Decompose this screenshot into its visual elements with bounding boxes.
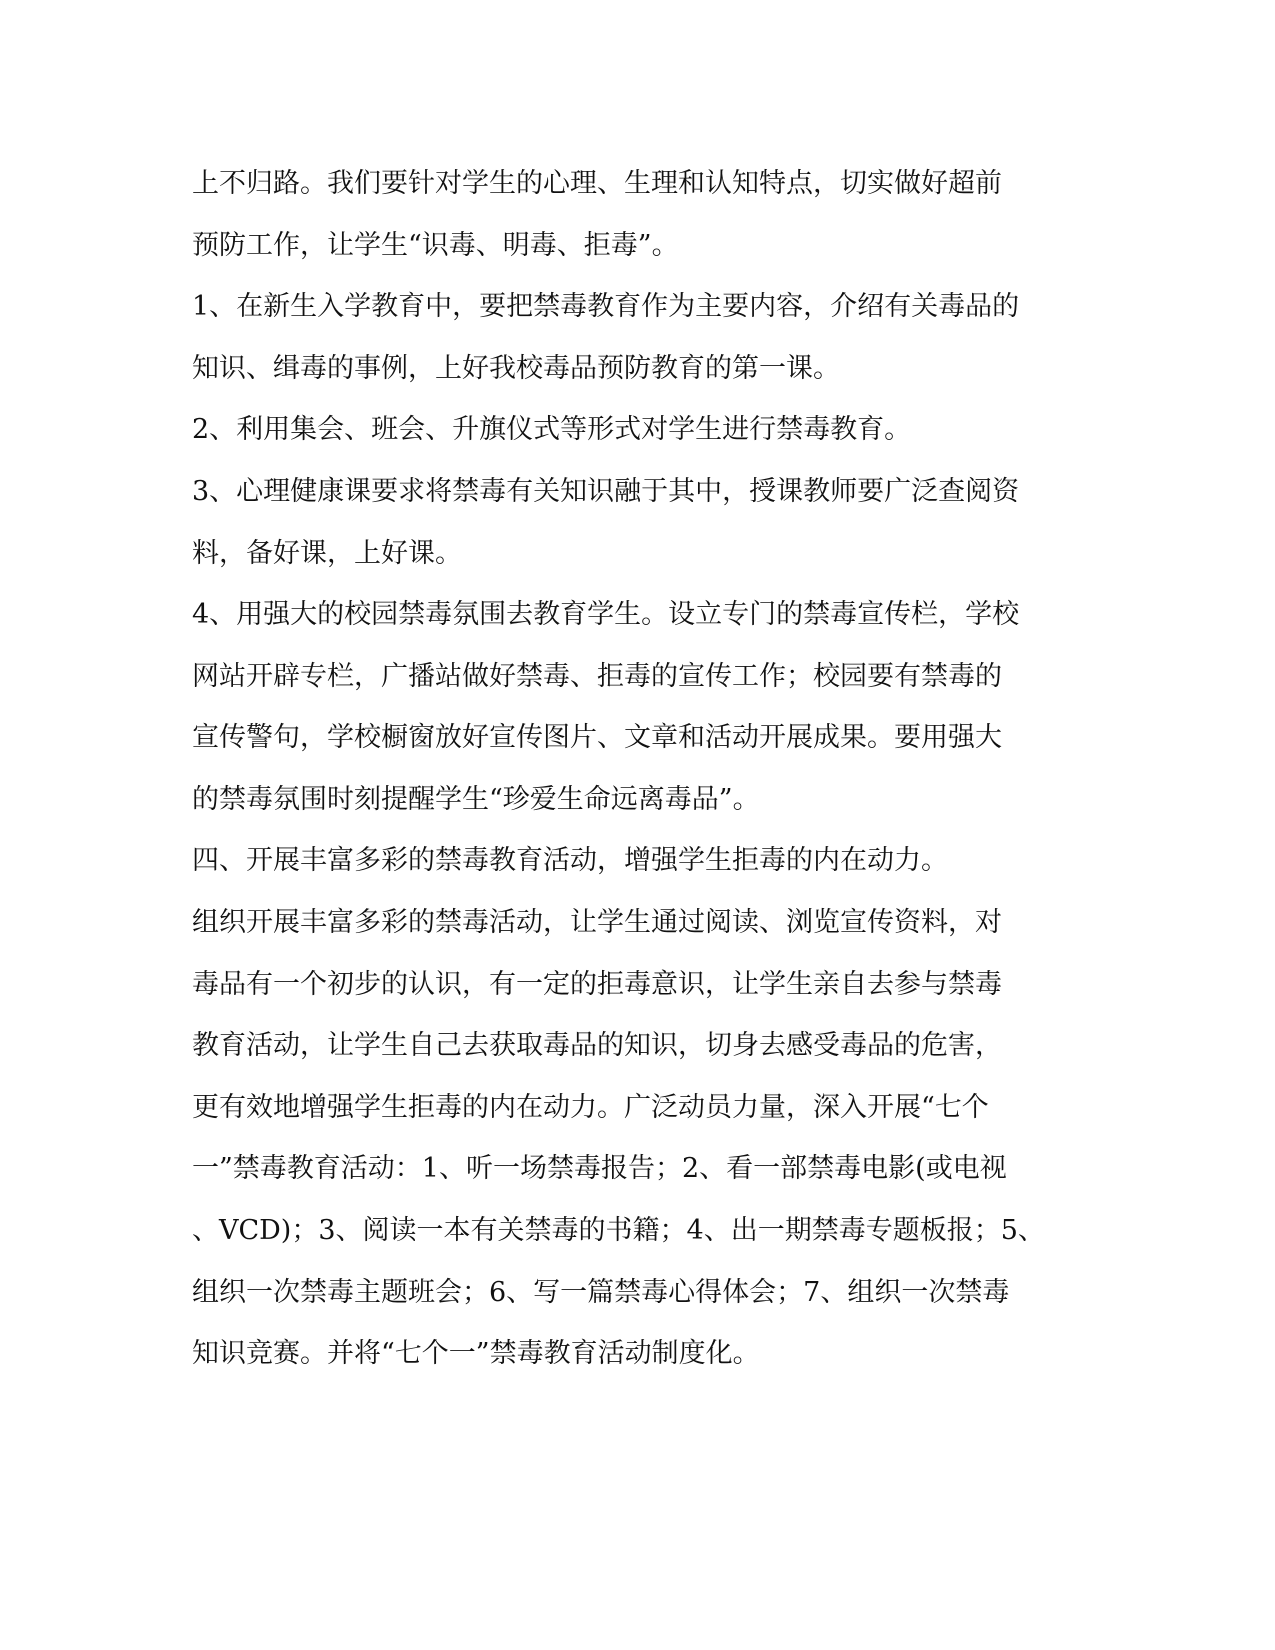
- text-line: 料，备好课，上好课。: [192, 538, 462, 569]
- text-line: 1、在新生入学教育中，要把禁毒教育作为主要内容，介绍有关毒品的: [192, 291, 1020, 322]
- text-line: 网站开辟专栏，广播站做好禁毒、拒毒的宣传工作；校园要有禁毒的: [192, 661, 1002, 692]
- text-line: 组织一次禁毒主题班会；6、写一篇禁毒心得体会；7、组织一次禁毒: [192, 1277, 1010, 1308]
- text-line: 4、用强大的校园禁毒氛围去教育学生。设立专门的禁毒宣传栏，学校: [192, 599, 1020, 630]
- text-line: 上不归路。我们要针对学生的心理、生理和认知特点，切实做好超前: [192, 168, 1002, 199]
- text-line: 3、心理健康课要求将禁毒有关知识融于其中，授课教师要广泛查阅资: [192, 476, 1020, 507]
- text-line: 更有效地增强学生拒毒的内在动力。广泛动员力量，深入开展“七个: [192, 1092, 989, 1123]
- text-line: 教育活动，让学生自己去获取毒品的知识，切身去感受毒品的危害，: [192, 1030, 1002, 1061]
- text-line: 知识、缉毒的事例，上好我校毒品预防教育的第一课。: [192, 353, 840, 384]
- text-line: 四、开展丰富多彩的禁毒教育活动，增强学生拒毒的内在动力。: [192, 845, 948, 876]
- text-line: 知识竞赛。并将“七个一”禁毒教育活动制度化。: [192, 1338, 760, 1369]
- text-line: 预防工作，让学生“识毒、明毒、拒毒”。: [192, 230, 679, 261]
- text-line: 组织开展丰富多彩的禁毒活动，让学生通过阅读、浏览宣传资料，对: [192, 907, 1002, 938]
- text-line: 的禁毒氛围时刻提醒学生“珍爱生命远离毒品”。: [192, 784, 760, 815]
- text-line: 宣传警句，学校橱窗放好宣传图片、文章和活动开展成果。要用强大: [192, 722, 1002, 753]
- text-line: 2、利用集会、班会、升旗仪式等形式对学生进行禁毒教育。: [192, 414, 912, 445]
- text-line: 一”禁毒教育活动：1、听一场禁毒报告；2、看一部禁毒电影(或电视: [192, 1153, 1007, 1184]
- text-line: 毒品有一个初步的认识，有一定的拒毒意识，让学生亲自去参与禁毒: [192, 969, 1002, 1000]
- text-line: 、VCD)；3、阅读一本有关禁毒的书籍；4、出一期禁毒专题板报；5、: [192, 1215, 1045, 1246]
